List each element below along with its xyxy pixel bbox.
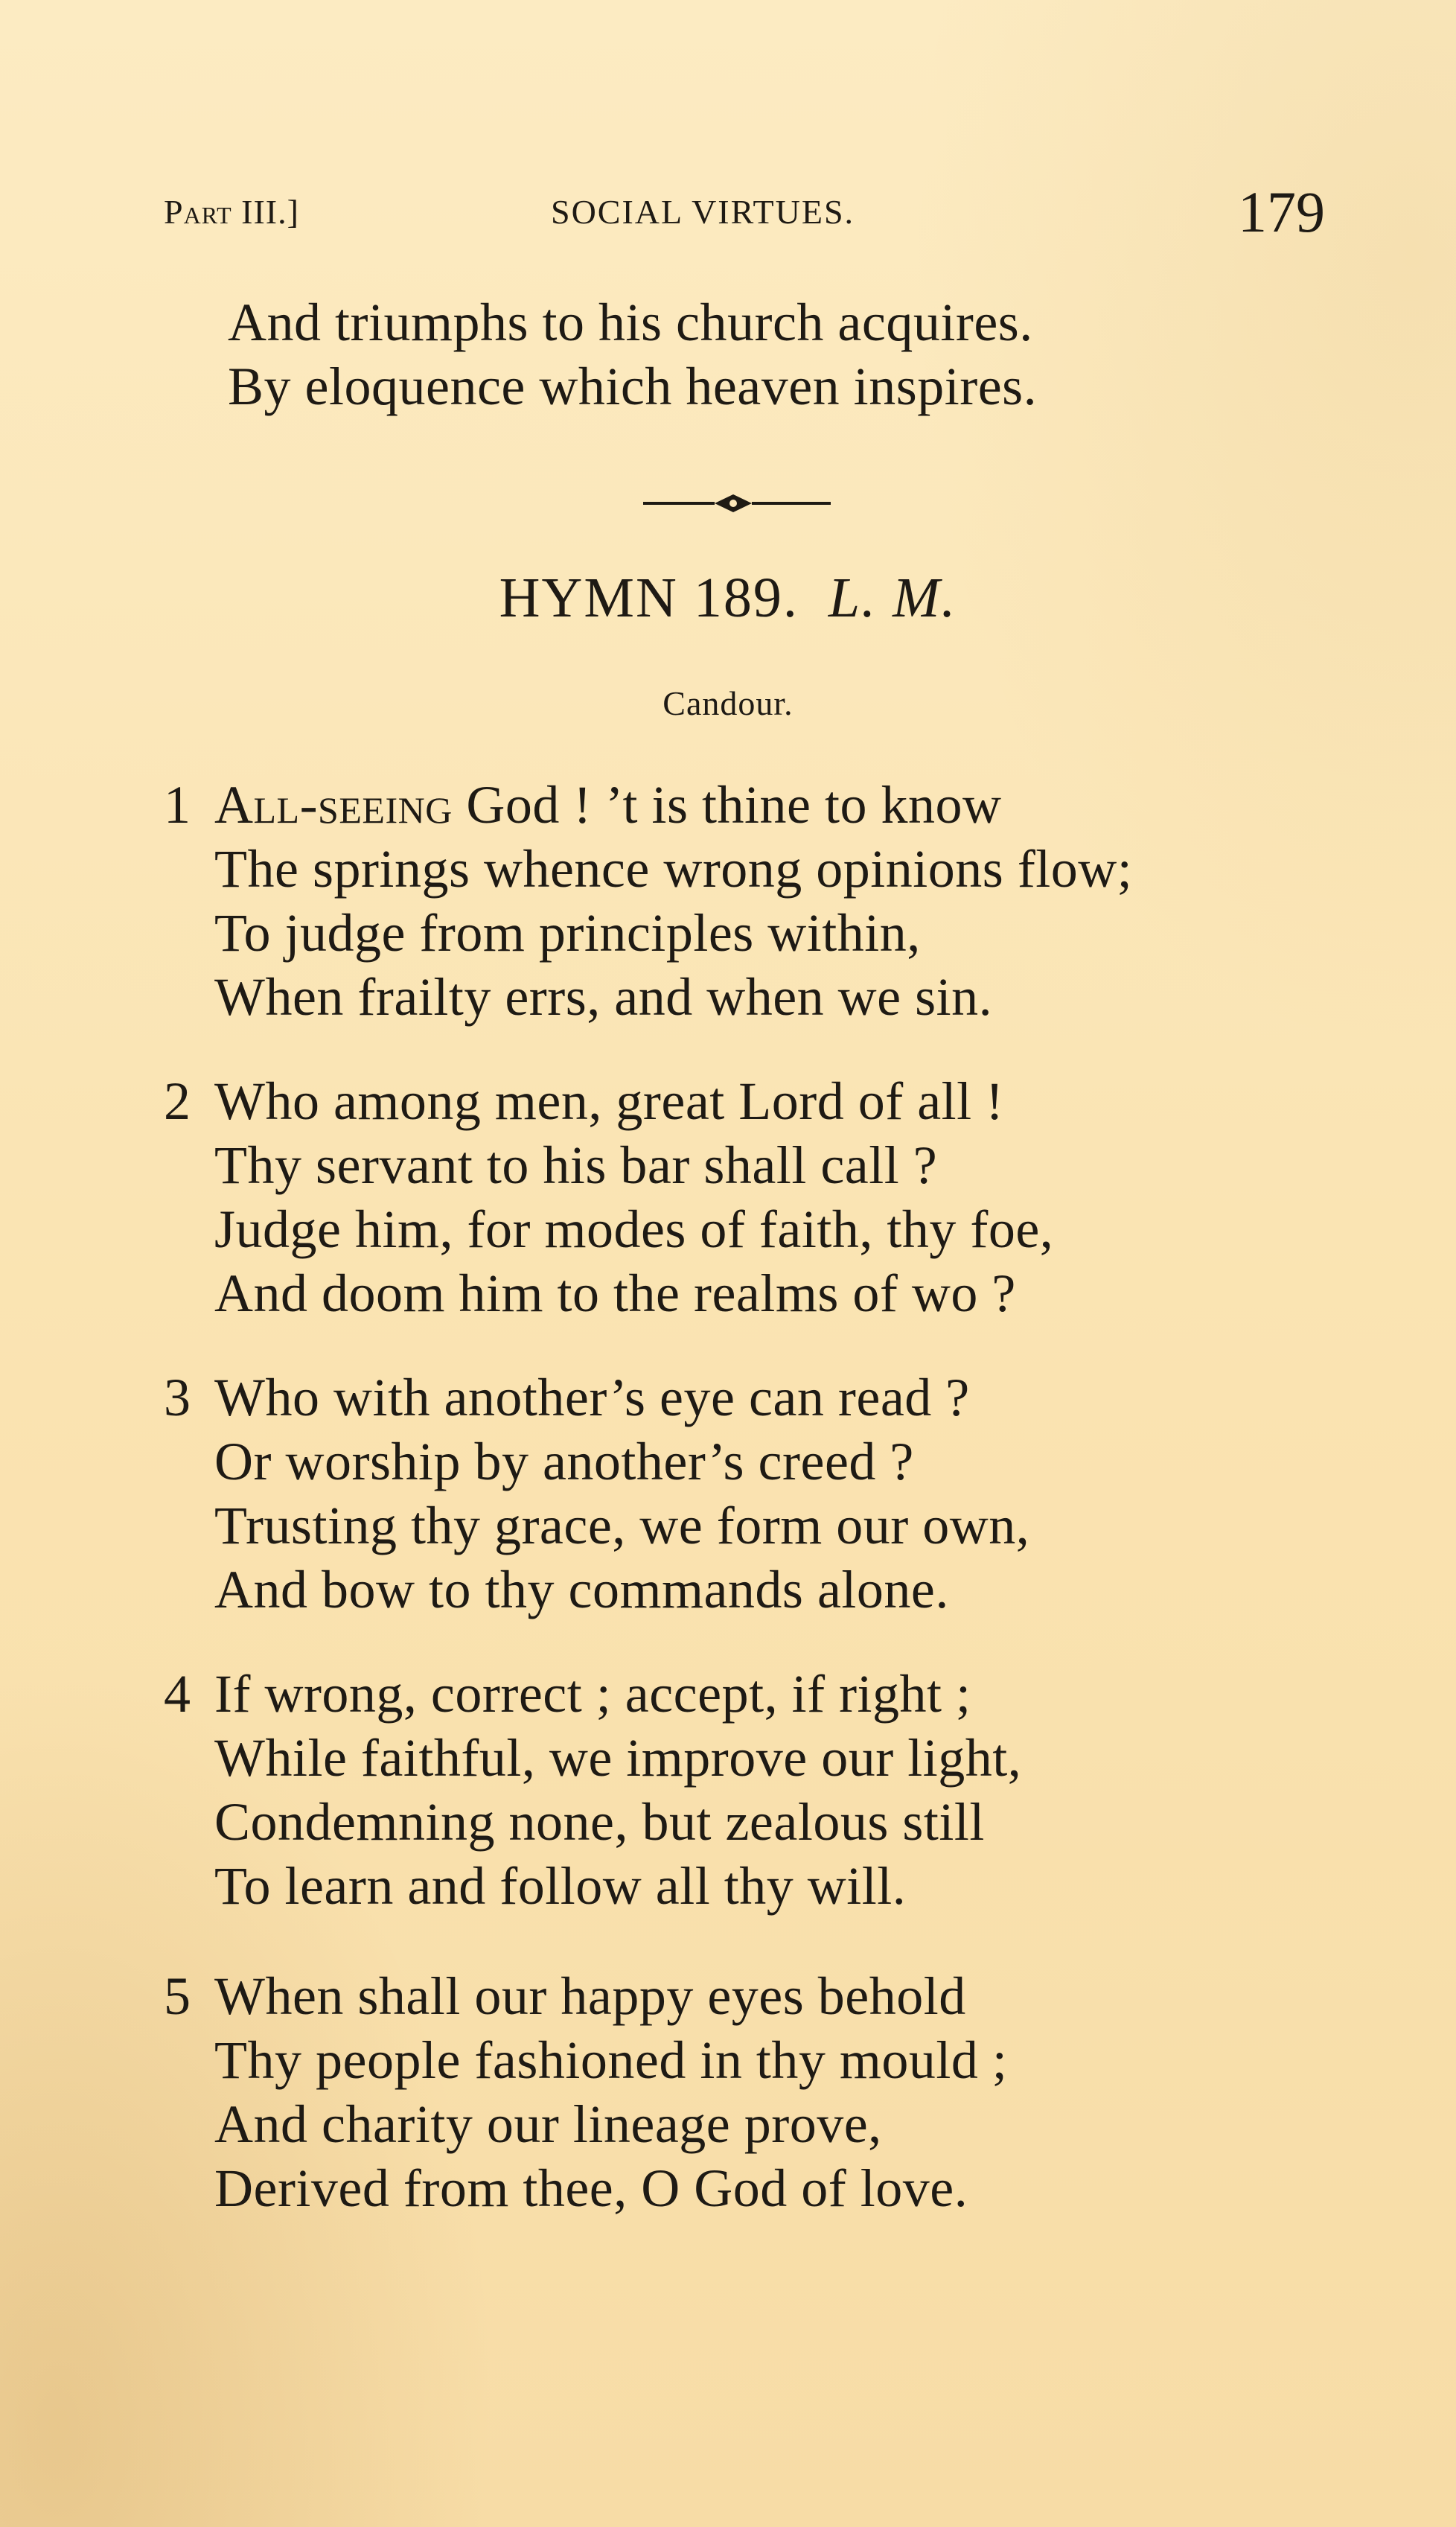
verse-line: If wrong, correct ; accept, if right ;	[214, 1664, 971, 1724]
verse-line: When shall our happy eyes behold	[214, 1966, 966, 2026]
verse-line: While faithful, we improve our light,	[214, 1728, 1022, 1788]
verse-line: And doom him to the realms of wo ?	[214, 1264, 1016, 1323]
verse-line: To judge from principles within,	[214, 903, 921, 963]
verse-number: 2	[164, 1071, 191, 1131]
verse-first-word: All-seeing	[214, 775, 453, 835]
verse-line: Thy people fashioned in thy mould ;	[214, 2030, 1008, 2090]
verse-line: Who with another’s eye can read ?	[214, 1368, 970, 1427]
section-ornament	[640, 488, 834, 518]
verse-number: 4	[164, 1664, 191, 1724]
verse-line-rest: God ! ’t is thine to know	[452, 775, 1002, 835]
verse-line: Thy servant to his bar shall call ?	[214, 1135, 938, 1195]
verse-line: Trusting thy grace, we form our own,	[214, 1496, 1030, 1555]
hymn-subject: Candour.	[662, 684, 794, 722]
hymn-heading	[0, 566, 1456, 631]
verse-line: Condemning none, but zealous still	[214, 1792, 985, 1852]
verse-line: Judge him, for modes of faith, thy foe,	[214, 1199, 1054, 1259]
verse-line: Or worship by another’s creed ?	[214, 1432, 914, 1491]
hymn-meter: L. M.	[828, 567, 957, 629]
page-number: 179	[1238, 179, 1325, 244]
hymn-title: HYMN 189.	[499, 567, 799, 629]
verse-line: And charity our lineage prove,	[214, 2094, 882, 2154]
running-head-part: Part III.]	[164, 193, 299, 231]
running-head-title: SOCIAL VIRTUES.	[551, 193, 855, 231]
verse-number: 5	[164, 1966, 191, 2026]
running-head	[164, 179, 1325, 253]
verse-line: To learn and follow all thy will.	[214, 1856, 907, 1916]
carryover-line-2: By eloquence which heaven inspires.	[228, 357, 1038, 416]
verse-line: Who among men, great Lord of all !	[214, 1071, 1004, 1131]
verse-line: Derived from thee, O God of love.	[214, 2158, 968, 2218]
carryover-line-1: And triumphs to his church acquires.	[228, 293, 1033, 352]
verse-number: 3	[164, 1368, 191, 1427]
verse-line: The springs whence wrong opinions flow;	[214, 839, 1133, 899]
verse-line	[214, 774, 1001, 836]
verse-line: And bow to thy commands alone.	[214, 1560, 949, 1619]
verse-number: 1	[164, 775, 191, 835]
verse-line: When frailty errs, and when we sin.	[214, 967, 993, 1027]
